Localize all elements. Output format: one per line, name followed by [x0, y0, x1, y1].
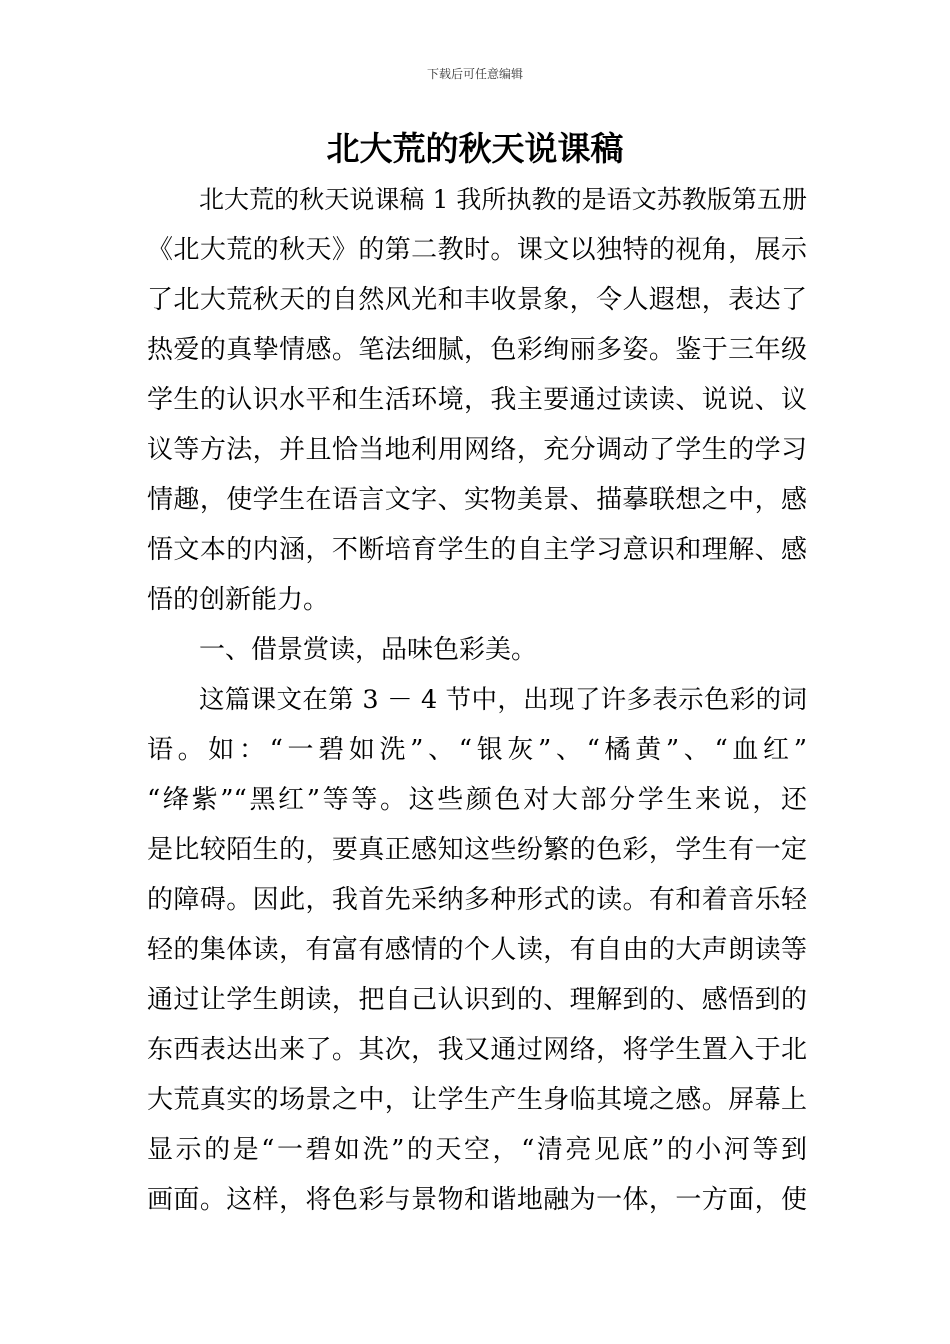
- text-line: 的障碍。因此，我首先采纳多种形式的读。有和着音乐轻: [147, 885, 807, 915]
- text-line: 情趣，使学生在语言文字、实物美景、描摹联想之中，感: [147, 485, 807, 515]
- document-title: 北大荒的秋天说课稿: [326, 129, 624, 168]
- text-line: 画面。这样，将色彩与景物和谐地融为一体，一方面，使: [147, 1185, 807, 1215]
- text-line: 一、借景赏读，品味色彩美。: [199, 635, 538, 665]
- text-line: 语。如：“一碧如洗”、“银灰”、“橘黄”、“血红”: [147, 735, 807, 765]
- text-line: 议等方法，并且恰当地利用网络，充分调动了学生的学习: [147, 435, 807, 465]
- text-line: 《北大荒的秋天》的第二教时。课文以独特的视角，展示: [147, 235, 807, 265]
- header-note: 下载后可任意编辑: [426, 67, 523, 81]
- body-text: [147, 175, 807, 1225]
- text-line: 是比较陌生的，要真正感知这些纷繁的色彩，学生有一定: [147, 835, 807, 865]
- text-line: 了北大荒秋天的自然风光和丰收景象，令人遐想，表达了: [147, 285, 807, 315]
- text-line: 显示的是“一碧如洗”的天空，“清亮见底”的小河等到: [147, 1135, 807, 1165]
- text-line: 大荒真实的场景之中，让学生产生身临其境之感。屏幕上: [147, 1085, 807, 1115]
- text-line: 热爱的真挚情感。笔法细腻，色彩绚丽多姿。鉴于三年级: [147, 335, 807, 365]
- text-line: “绛紫”“黑红”等等。这些颜色对大部分学生来说，还: [147, 785, 807, 815]
- text-line: 悟文本的内涵，不断培育学生的自主学习意识和理解、感: [147, 535, 807, 565]
- text-line: 这篇课文在第 3 － 4 节中，出现了许多表示色彩的词: [199, 685, 807, 715]
- text-line: 东西表达出来了。其次，我又通过网络，将学生置入于北: [147, 1035, 807, 1065]
- text-line: 北大荒的秋天说课稿 1 我所执教的是语文苏教版第五册: [199, 185, 807, 214]
- text-line: 通过让学生朗读，把自己认识到的、理解到的、感悟到的: [147, 985, 807, 1015]
- text-line: 轻的集体读，有富有感情的个人读，有自由的大声朗读等: [147, 935, 807, 965]
- text-line: 学生的认识水平和生活环境，我主要通过读读、说说、议: [147, 385, 807, 415]
- text-line: 悟的创新能力。: [147, 585, 330, 615]
